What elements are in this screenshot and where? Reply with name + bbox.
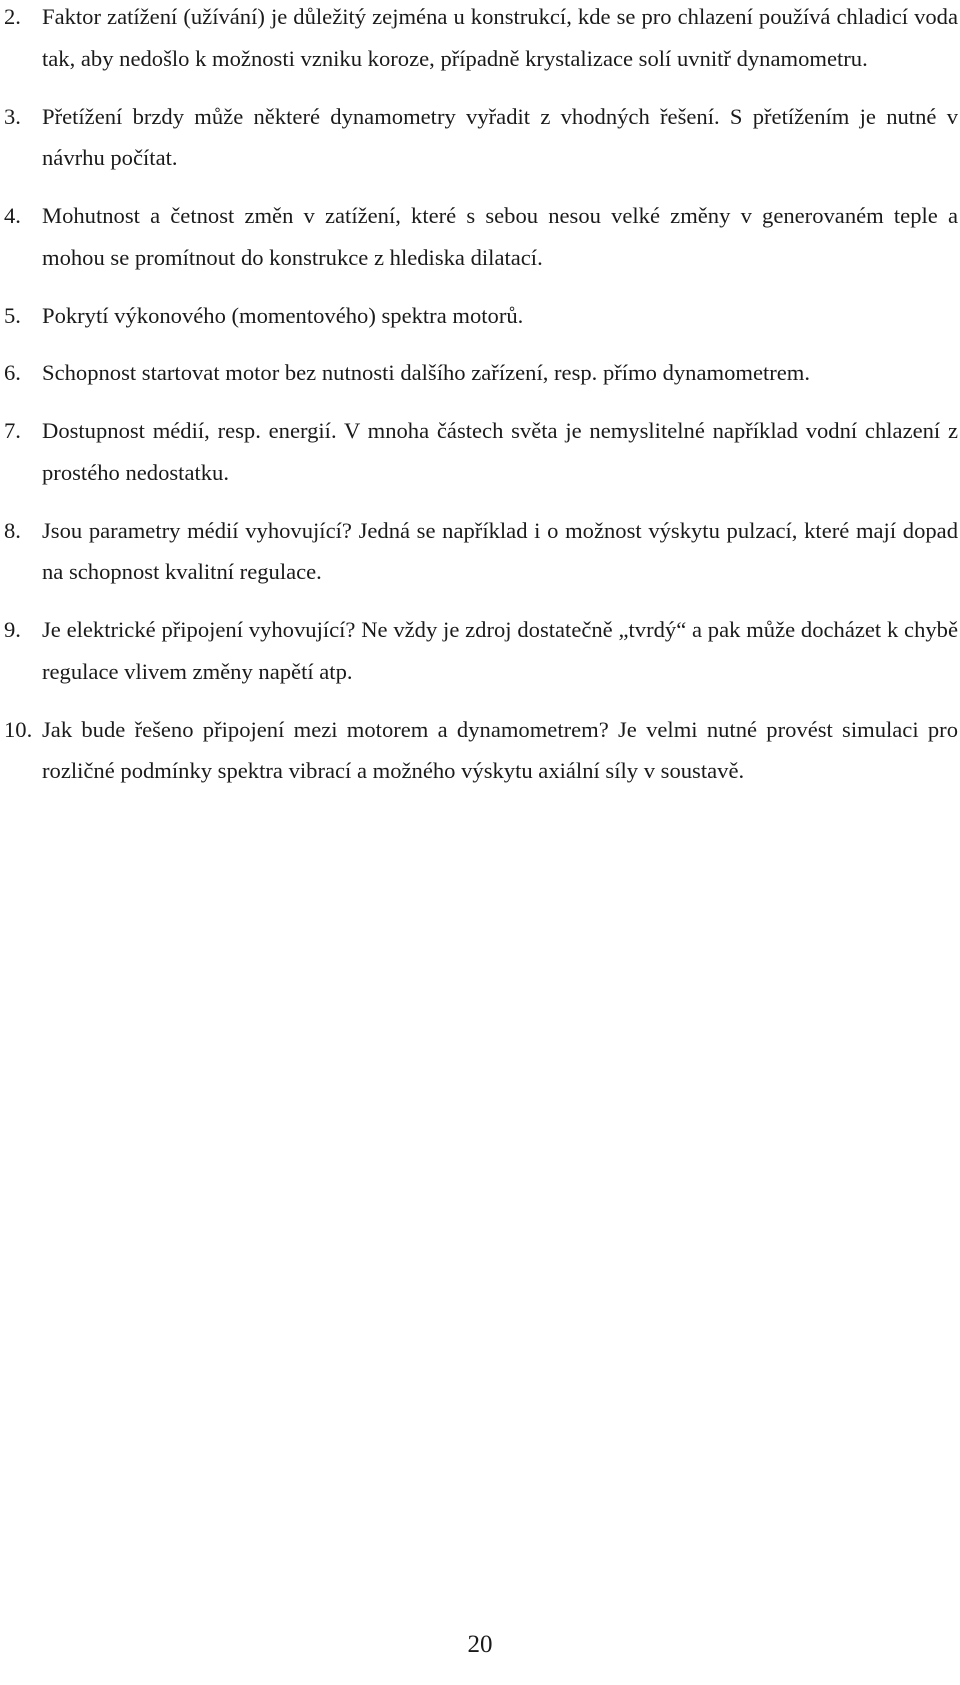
list-item-text: Mohutnost a četnost změn v zatížení, které s sebou nesou velké změny v generovaném teple a mohou se promítnout do konstrukce z hlediska dilatací. xyxy=(42,203,958,270)
list-item-text: Dostupnost médií, resp. energií. V mnoha částech světa je nemyslitelné například vodní chlazení z prostého nedostatku. xyxy=(42,418,958,485)
list-item-number: 5. xyxy=(4,302,21,328)
list-item-text: Jak bude řešeno připojení mezi motorem a dynamometrem? Je velmi nutné provést simulaci pro rozličné podmínky spektra vibrací a možného výskytu axiální síly v soustavě. xyxy=(42,716,958,784)
list-item xyxy=(4,352,958,394)
list-item xyxy=(4,609,958,692)
list-item-text: Je elektrické připojení vyhovující? Ne vždy je zdroj dostatečně „tvrdý“ a pak může docházet k chybě regulace vlivem změny napětí atp. xyxy=(42,617,958,684)
list-item-number: 2. xyxy=(4,4,21,29)
list-item xyxy=(4,195,958,278)
list-item xyxy=(4,709,958,792)
list-item-number: 9. xyxy=(4,617,21,643)
list-item-number: 6. xyxy=(4,360,21,386)
list-item-text: Jsou parametry médií vyhovující? Jedná se například i o možnost výskytu pulzací, které mají dopad na schopnost kvalitní regulace. xyxy=(42,517,958,585)
list-item-number: 3. xyxy=(4,103,21,129)
list-item-text: Faktor zatížení (užívání) je důležitý zejména u konstrukcí, kde se pro chlazení používá chladicí voda tak, aby nedošlo k možnosti vzniku koroze, případně krystalizace solí uvnitř dynamometru. xyxy=(42,4,958,71)
list-item xyxy=(4,0,958,79)
list-item-text: Přetížení brzdy může některé dynamometry vyřadit z vhodných řešení. S přetížením je nutné v návrhu počítat. xyxy=(42,103,958,171)
list-item xyxy=(4,410,958,493)
page-number: 20 xyxy=(467,1631,493,1658)
list-item-text: Schopnost startovat motor bez nutnosti dalšího zařízení, resp. přímo dynamometrem. xyxy=(42,360,811,386)
list-item-number: 10. xyxy=(4,716,33,742)
list-item xyxy=(4,295,958,337)
numbered-list xyxy=(4,0,958,808)
list-item-number: 4. xyxy=(4,203,21,228)
list-item-number: 7. xyxy=(4,418,21,444)
list-item xyxy=(4,96,958,179)
list-item-number: 8. xyxy=(4,517,21,543)
list-item-text: Pokrytí výkonového (momentového) spektra motorů. xyxy=(42,302,524,328)
list-item xyxy=(4,510,958,593)
